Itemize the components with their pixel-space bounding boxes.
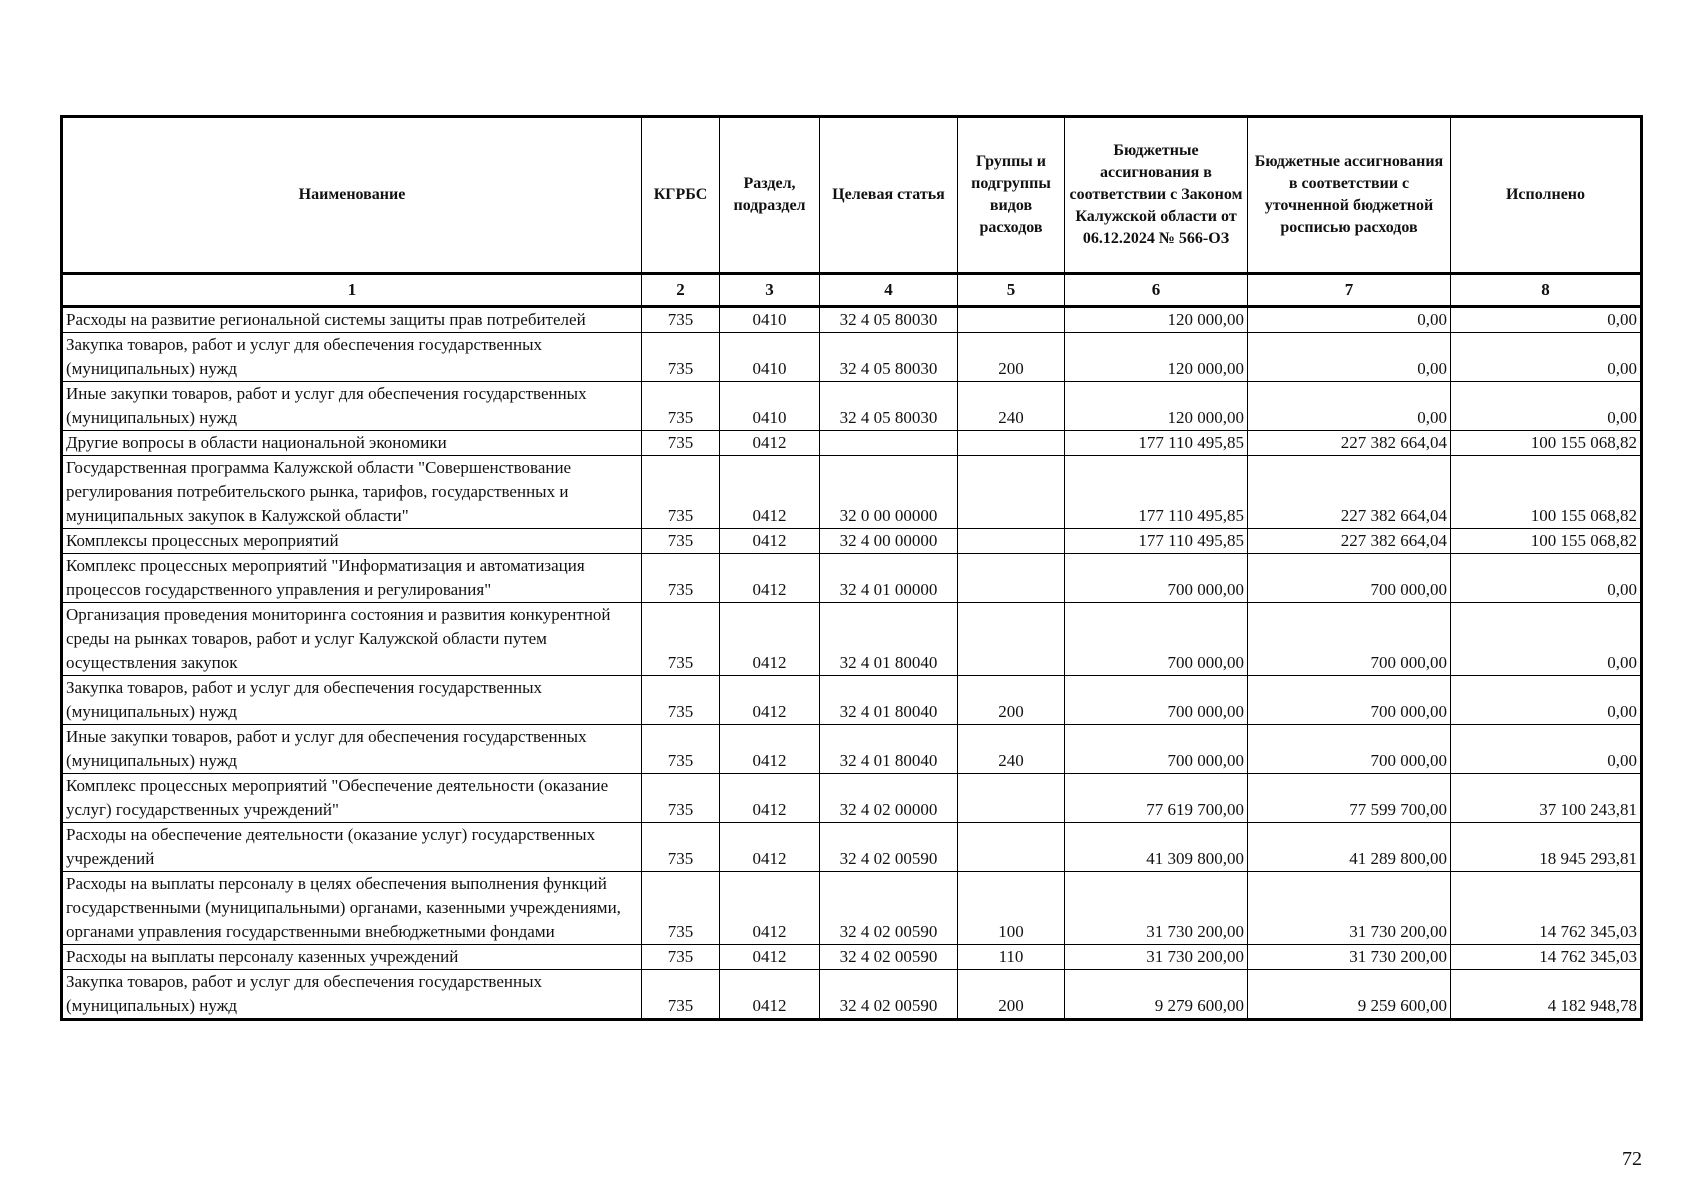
table-row <box>62 529 1642 554</box>
row-kgrbs: 735 <box>642 970 720 1020</box>
table-row <box>62 945 1642 970</box>
row-name: Расходы на выплаты персоналу казенных учреждений <box>62 945 642 970</box>
row-rospis-amount: 700 000,00 <box>1248 725 1451 774</box>
row-vid: 240 <box>958 725 1065 774</box>
row-done-amount: 100 155 068,82 <box>1451 431 1642 456</box>
table-row <box>62 676 1642 725</box>
row-statya: 32 4 02 00590 <box>820 945 958 970</box>
row-statya: 32 4 01 00000 <box>820 554 958 603</box>
row-kgrbs: 735 <box>642 823 720 872</box>
row-rospis-amount: 227 382 664,04 <box>1248 456 1451 529</box>
row-rospis-amount: 700 000,00 <box>1248 554 1451 603</box>
row-done-amount: 0,00 <box>1451 676 1642 725</box>
row-razdel: 0410 <box>720 307 820 333</box>
row-name: Комплекс процессных мероприятий "Информатизация и автоматизация процессов государственного управления и регулирования" <box>62 554 642 603</box>
row-rospis-amount: 700 000,00 <box>1248 603 1451 676</box>
row-name: Расходы на выплаты персоналу в целях обеспечения выполнения функций государственными (муниципальными) органами, казенными учреждениями, органами управления государственными внебюджетными фондами <box>62 872 642 945</box>
row-kgrbs: 735 <box>642 676 720 725</box>
table-body <box>62 307 1642 1020</box>
row-law-amount: 177 110 495,85 <box>1065 456 1248 529</box>
table-row <box>62 823 1642 872</box>
row-rospis-amount: 0,00 <box>1248 333 1451 382</box>
row-vid <box>958 823 1065 872</box>
row-rospis-amount: 0,00 <box>1248 307 1451 333</box>
row-statya <box>820 431 958 456</box>
row-law-amount: 31 730 200,00 <box>1065 872 1248 945</box>
row-razdel: 0412 <box>720 970 820 1020</box>
header-vid: Группы и подгруппы видов расходов <box>958 117 1065 274</box>
row-name: Закупка товаров, работ и услуг для обеспечения государственных (муниципальных) нужд <box>62 333 642 382</box>
row-vid <box>958 431 1065 456</box>
table-row <box>62 774 1642 823</box>
row-vid: 200 <box>958 333 1065 382</box>
row-razdel: 0412 <box>720 823 820 872</box>
header-row <box>62 117 1642 274</box>
row-razdel: 0412 <box>720 945 820 970</box>
row-rospis-amount: 9 259 600,00 <box>1248 970 1451 1020</box>
row-law-amount: 700 000,00 <box>1065 603 1248 676</box>
row-law-amount: 120 000,00 <box>1065 307 1248 333</box>
header-statya: Целевая статья <box>820 117 958 274</box>
row-kgrbs: 735 <box>642 431 720 456</box>
row-done-amount: 100 155 068,82 <box>1451 456 1642 529</box>
row-done-amount: 4 182 948,78 <box>1451 970 1642 1020</box>
row-statya: 32 4 01 80040 <box>820 725 958 774</box>
row-vid: 240 <box>958 382 1065 431</box>
row-rospis-amount: 31 730 200,00 <box>1248 872 1451 945</box>
row-razdel: 0412 <box>720 456 820 529</box>
row-kgrbs: 735 <box>642 554 720 603</box>
row-name: Закупка товаров, работ и услуг для обеспечения государственных (муниципальных) нужд <box>62 676 642 725</box>
row-kgrbs: 735 <box>642 725 720 774</box>
row-vid: 200 <box>958 676 1065 725</box>
header-kgrbs: КГРБС <box>642 117 720 274</box>
header-name: Наименование <box>62 117 642 274</box>
row-statya: 32 4 02 00590 <box>820 872 958 945</box>
row-name: Иные закупки товаров, работ и услуг для обеспечения государственных (муниципальных) нужд <box>62 725 642 774</box>
row-razdel: 0412 <box>720 676 820 725</box>
table-row <box>62 603 1642 676</box>
table-row <box>62 307 1642 333</box>
header-done: Исполнено <box>1451 117 1642 274</box>
budget-table <box>60 115 1643 1021</box>
table-row <box>62 382 1642 431</box>
row-name: Иные закупки товаров, работ и услуг для обеспечения государственных (муниципальных) нужд <box>62 382 642 431</box>
row-law-amount: 41 309 800,00 <box>1065 823 1248 872</box>
table-row <box>62 554 1642 603</box>
row-kgrbs: 735 <box>642 307 720 333</box>
row-kgrbs: 735 <box>642 333 720 382</box>
column-number: 5 <box>958 274 1065 307</box>
column-number: 2 <box>642 274 720 307</box>
row-razdel: 0410 <box>720 333 820 382</box>
column-number: 8 <box>1451 274 1642 307</box>
row-name: Расходы на развитие региональной системы защиты прав потребителей <box>62 307 642 333</box>
row-rospis-amount: 227 382 664,04 <box>1248 529 1451 554</box>
row-kgrbs: 735 <box>642 603 720 676</box>
row-rospis-amount: 31 730 200,00 <box>1248 945 1451 970</box>
row-statya: 32 4 05 80030 <box>820 307 958 333</box>
row-name: Расходы на обеспечение деятельности (оказание услуг) государственных учреждений <box>62 823 642 872</box>
row-statya: 32 0 00 00000 <box>820 456 958 529</box>
row-law-amount: 9 279 600,00 <box>1065 970 1248 1020</box>
table-row <box>62 456 1642 529</box>
row-vid: 110 <box>958 945 1065 970</box>
row-vid <box>958 603 1065 676</box>
row-kgrbs: 735 <box>642 774 720 823</box>
page-number: 72 <box>1622 1148 1642 1170</box>
row-razdel: 0412 <box>720 603 820 676</box>
row-vid: 200 <box>958 970 1065 1020</box>
row-law-amount: 700 000,00 <box>1065 554 1248 603</box>
header-razdel: Раздел, подраздел <box>720 117 820 274</box>
row-razdel: 0412 <box>720 529 820 554</box>
table-row <box>62 970 1642 1020</box>
header-law: Бюджетные ассигнования в соответствии с Законом Калужской области от 06.12.2024 № 566-ОЗ <box>1065 117 1248 274</box>
row-rospis-amount: 0,00 <box>1248 382 1451 431</box>
row-law-amount: 177 110 495,85 <box>1065 529 1248 554</box>
row-done-amount: 100 155 068,82 <box>1451 529 1642 554</box>
row-razdel: 0412 <box>720 554 820 603</box>
row-statya: 32 4 05 80030 <box>820 382 958 431</box>
row-statya: 32 4 01 80040 <box>820 603 958 676</box>
column-number: 4 <box>820 274 958 307</box>
row-vid <box>958 529 1065 554</box>
row-done-amount: 0,00 <box>1451 603 1642 676</box>
row-vid: 100 <box>958 872 1065 945</box>
row-razdel: 0412 <box>720 725 820 774</box>
row-name: Организация проведения мониторинга состояния и развития конкурентной среды на рынках товаров, работ и услуг Калужской области путем осуществления закупок <box>62 603 642 676</box>
column-number: 1 <box>62 274 642 307</box>
row-razdel: 0412 <box>720 431 820 456</box>
row-razdel: 0412 <box>720 872 820 945</box>
row-statya: 32 4 02 00590 <box>820 823 958 872</box>
row-kgrbs: 735 <box>642 382 720 431</box>
row-razdel: 0410 <box>720 382 820 431</box>
table-row <box>62 333 1642 382</box>
row-done-amount: 0,00 <box>1451 307 1642 333</box>
row-statya: 32 4 01 80040 <box>820 676 958 725</box>
row-law-amount: 700 000,00 <box>1065 725 1248 774</box>
row-statya: 32 4 00 00000 <box>820 529 958 554</box>
row-name: Государственная программа Калужской области "Совершенствование регулирования потребительского рынка, тарифов, государственных и муниципальных закупок в Калужской области" <box>62 456 642 529</box>
row-statya: 32 4 05 80030 <box>820 333 958 382</box>
table-row <box>62 872 1642 945</box>
row-done-amount: 0,00 <box>1451 725 1642 774</box>
row-name: Закупка товаров, работ и услуг для обеспечения государственных (муниципальных) нужд <box>62 970 642 1020</box>
header-rospis: Бюджетные ассигнования в соответствии с уточненной бюджетной росписью расходов <box>1248 117 1451 274</box>
table-row <box>62 431 1642 456</box>
table-row <box>62 725 1642 774</box>
row-done-amount: 0,00 <box>1451 382 1642 431</box>
row-law-amount: 31 730 200,00 <box>1065 945 1248 970</box>
row-done-amount: 37 100 243,81 <box>1451 774 1642 823</box>
column-number-row <box>62 274 1642 307</box>
row-kgrbs: 735 <box>642 945 720 970</box>
row-law-amount: 120 000,00 <box>1065 333 1248 382</box>
row-rospis-amount: 700 000,00 <box>1248 676 1451 725</box>
row-done-amount: 18 945 293,81 <box>1451 823 1642 872</box>
row-statya: 32 4 02 00000 <box>820 774 958 823</box>
row-rospis-amount: 41 289 800,00 <box>1248 823 1451 872</box>
row-done-amount: 14 762 345,03 <box>1451 945 1642 970</box>
row-done-amount: 0,00 <box>1451 333 1642 382</box>
column-number: 3 <box>720 274 820 307</box>
row-vid <box>958 554 1065 603</box>
row-law-amount: 77 619 700,00 <box>1065 774 1248 823</box>
row-name: Другие вопросы в области национальной экономики <box>62 431 642 456</box>
row-name: Комплекс процессных мероприятий "Обеспечение деятельности (оказание услуг) государственных учреждений" <box>62 774 642 823</box>
row-done-amount: 0,00 <box>1451 554 1642 603</box>
row-kgrbs: 735 <box>642 456 720 529</box>
row-rospis-amount: 77 599 700,00 <box>1248 774 1451 823</box>
row-razdel: 0412 <box>720 774 820 823</box>
row-kgrbs: 735 <box>642 872 720 945</box>
row-vid <box>958 307 1065 333</box>
column-number: 6 <box>1065 274 1248 307</box>
column-number: 7 <box>1248 274 1451 307</box>
row-kgrbs: 735 <box>642 529 720 554</box>
row-law-amount: 120 000,00 <box>1065 382 1248 431</box>
row-law-amount: 700 000,00 <box>1065 676 1248 725</box>
row-law-amount: 177 110 495,85 <box>1065 431 1248 456</box>
row-vid <box>958 456 1065 529</box>
row-done-amount: 14 762 345,03 <box>1451 872 1642 945</box>
row-rospis-amount: 227 382 664,04 <box>1248 431 1451 456</box>
row-vid <box>958 774 1065 823</box>
row-statya: 32 4 02 00590 <box>820 970 958 1020</box>
row-name: Комплексы процессных мероприятий <box>62 529 642 554</box>
